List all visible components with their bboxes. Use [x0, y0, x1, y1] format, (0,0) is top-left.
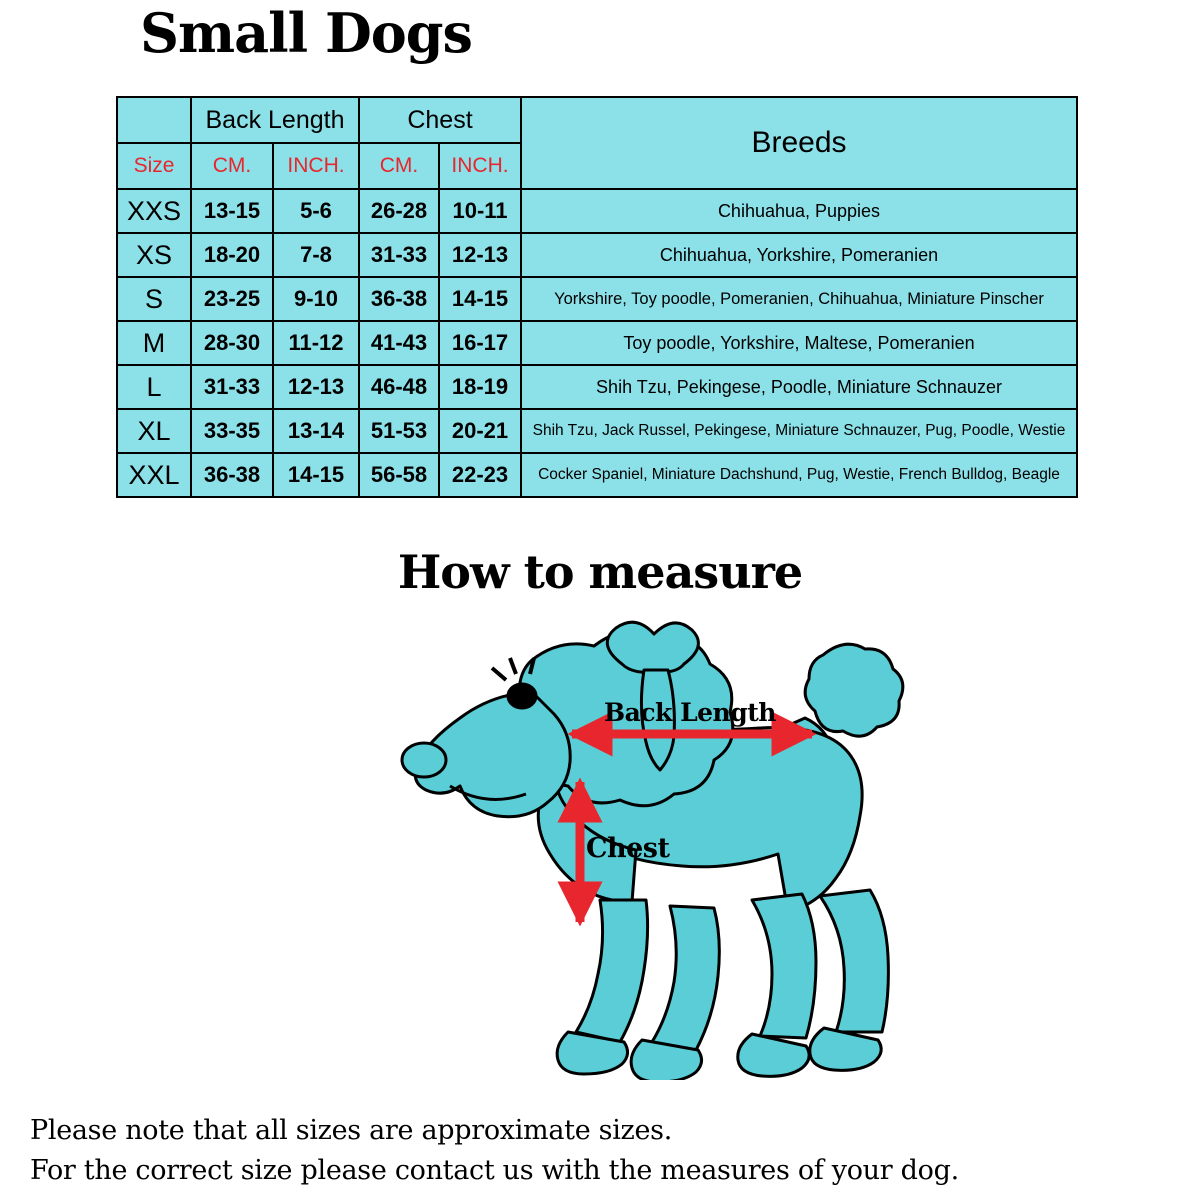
- cell-size: XL: [117, 409, 191, 453]
- cell-chest-cm: 36-38: [359, 277, 439, 321]
- table-row: [117, 233, 1077, 277]
- cell-chest-inch: 22-23: [439, 453, 521, 497]
- cell-back-length-inch: 5-6: [273, 189, 359, 233]
- cell-chest-cm: 41-43: [359, 321, 439, 365]
- cell-chest-cm: 26-28: [359, 189, 439, 233]
- cell-back-length-inch: 7-8: [273, 233, 359, 277]
- table-header-group-row: [117, 97, 1077, 143]
- cell-back-length-cm: 18-20: [191, 233, 273, 277]
- header-corner-empty: [117, 97, 191, 143]
- header-back-length-inch: INCH.: [273, 143, 359, 189]
- cell-chest-cm: 56-58: [359, 453, 439, 497]
- cell-chest-inch: 18-19: [439, 365, 521, 409]
- cell-breeds: Cocker Spaniel, Miniature Dachshund, Pug, Westie, French Bulldog, Beagle: [521, 453, 1077, 497]
- cell-size: XXS: [117, 189, 191, 233]
- note-line-2: For the correct size please contact us with the measures of your dog.: [30, 1155, 959, 1186]
- cell-chest-cm: 51-53: [359, 409, 439, 453]
- table-row: [117, 453, 1077, 497]
- cell-size: XXL: [117, 453, 191, 497]
- cell-back-length-inch: 13-14: [273, 409, 359, 453]
- table-row: [117, 189, 1077, 233]
- size-chart-container: [116, 96, 1076, 498]
- header-back-length: Back Length: [191, 97, 359, 143]
- cell-back-length-cm: 13-15: [191, 189, 273, 233]
- cell-chest-inch: 16-17: [439, 321, 521, 365]
- cell-back-length-cm: 33-35: [191, 409, 273, 453]
- header-back-length-cm: CM.: [191, 143, 273, 189]
- table-row: [117, 409, 1077, 453]
- cell-back-length-cm: 31-33: [191, 365, 273, 409]
- cell-breeds: Toy poodle, Yorkshire, Maltese, Pomeranien: [521, 321, 1077, 365]
- cell-breeds: Shih Tzu, Jack Russel, Pekingese, Miniature Schnauzer, Pug, Poodle, Westie: [521, 409, 1077, 453]
- cell-chest-inch: 20-21: [439, 409, 521, 453]
- header-chest-inch: INCH.: [439, 143, 521, 189]
- page-title: Small Dogs: [140, 1, 472, 65]
- size-chart-table: [116, 96, 1078, 498]
- cell-chest-inch: 14-15: [439, 277, 521, 321]
- cell-breeds: Chihuahua, Puppies: [521, 189, 1077, 233]
- cell-chest-cm: 31-33: [359, 233, 439, 277]
- cell-chest-cm: 46-48: [359, 365, 439, 409]
- cell-chest-inch: 12-13: [439, 233, 521, 277]
- cell-size: XS: [117, 233, 191, 277]
- cell-breeds: Shih Tzu, Pekingese, Poodle, Miniature Schnauzer: [521, 365, 1077, 409]
- cell-size: M: [117, 321, 191, 365]
- note-line-1: Please note that all sizes are approximate sizes.: [30, 1115, 673, 1146]
- back-length-label: Back Length: [604, 698, 776, 727]
- table-row: [117, 277, 1077, 321]
- cell-back-length-cm: 23-25: [191, 277, 273, 321]
- cell-back-length-cm: 28-30: [191, 321, 273, 365]
- how-to-measure-heading: How to measure: [397, 545, 803, 599]
- header-breeds: Breeds: [521, 97, 1077, 189]
- header-chest-cm: CM.: [359, 143, 439, 189]
- cell-back-length-cm: 36-38: [191, 453, 273, 497]
- cell-back-length-inch: 11-12: [273, 321, 359, 365]
- header-chest: Chest: [359, 97, 521, 143]
- cell-size: S: [117, 277, 191, 321]
- table-row: [117, 365, 1077, 409]
- cell-chest-inch: 10-11: [439, 189, 521, 233]
- cell-breeds: Yorkshire, Toy poodle, Pomeranien, Chihuahua, Miniature Pinscher: [521, 277, 1077, 321]
- cell-back-length-inch: 9-10: [273, 277, 359, 321]
- cell-back-length-inch: 14-15: [273, 453, 359, 497]
- chest-label: Chest: [586, 833, 670, 864]
- cell-back-length-inch: 12-13: [273, 365, 359, 409]
- cell-breeds: Chihuahua, Yorkshire, Pomeranien: [521, 233, 1077, 277]
- header-size: Size: [117, 143, 191, 189]
- cell-size: L: [117, 365, 191, 409]
- table-row: [117, 321, 1077, 365]
